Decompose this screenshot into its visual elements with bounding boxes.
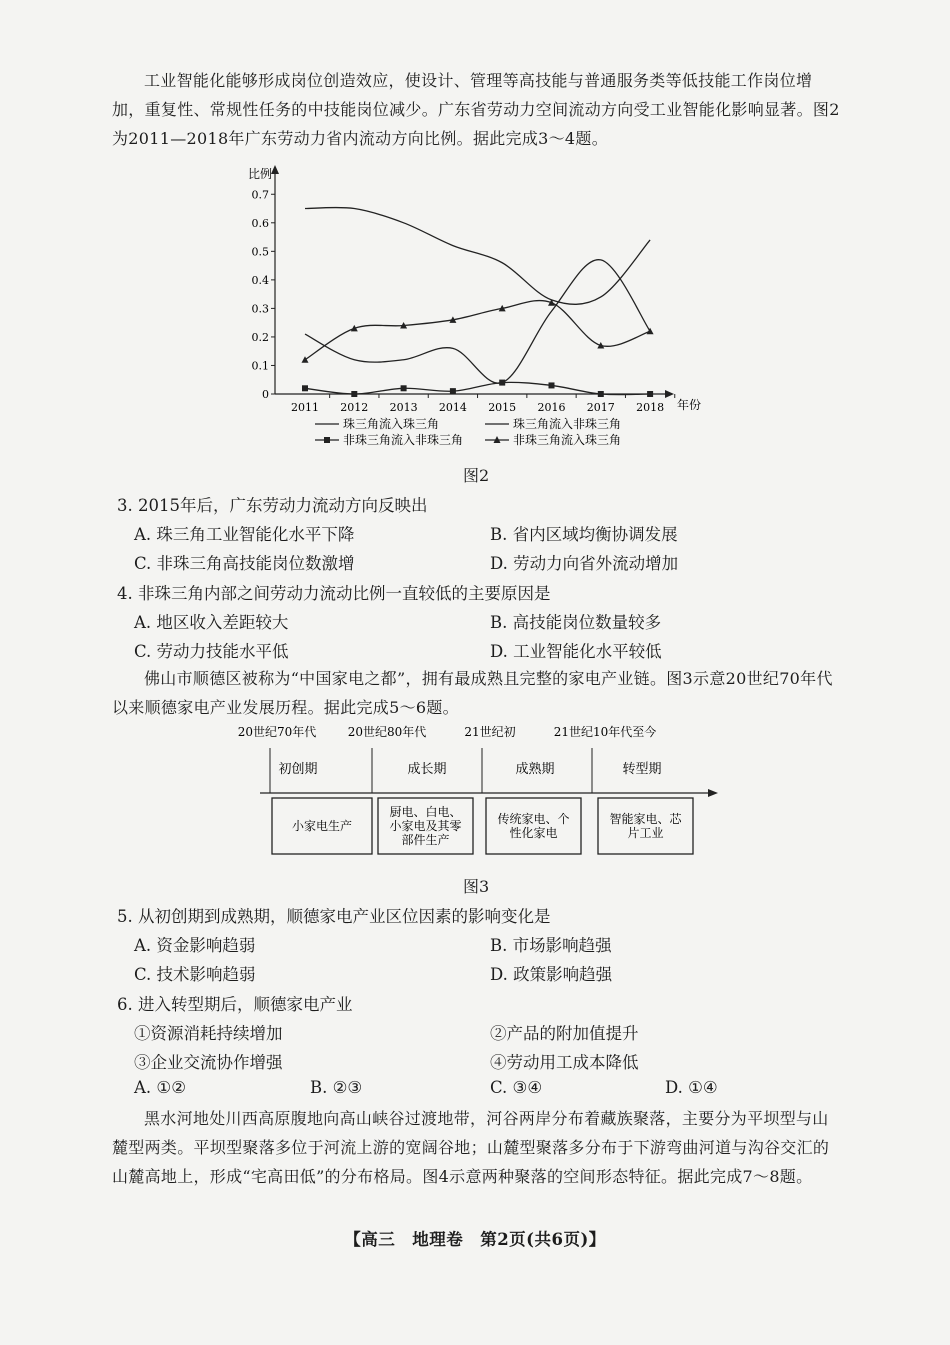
x-tick-label: 2017 xyxy=(586,401,615,414)
x-tick-label: 2014 xyxy=(438,401,467,414)
legend-label-1: 珠三角流入珠三角 xyxy=(343,417,440,431)
timeline-product-text: 传统家电、个 xyxy=(497,812,570,826)
timeline-stage-label: 成熟期 xyxy=(515,762,555,777)
series-point-3 xyxy=(302,385,308,391)
x-tick-label: 2015 xyxy=(488,401,517,414)
labor-flow-line-chart xyxy=(230,160,710,460)
timeline-product-text: 厨电、白电、 xyxy=(389,805,462,819)
x-tick-label: 2016 xyxy=(537,401,566,414)
series-point-3 xyxy=(549,382,555,388)
timeline-product-text: 片工业 xyxy=(627,826,664,840)
question-3-option-a: A. 珠三角工业智能化水平下降 xyxy=(134,525,355,544)
intro-paragraph-q3-4: 工业智能化能够形成岗位创造效应，使设计、管理等高技能与普通服务类等低技能工作岗位增加，重复性、常规性任务的中技能岗位减少。广东省劳动力空间流动方向受工业智能化影响显著。图2为2011—2018年广东劳动力省内流动方向比例。据此完成3～4题。 xyxy=(112,71,840,148)
timeline-arrow xyxy=(708,789,718,797)
y-axis-arrow xyxy=(271,165,279,174)
series-point-3 xyxy=(647,391,653,397)
question-6-option-a: A. ①② xyxy=(134,1078,186,1097)
series-line-1 xyxy=(305,207,650,304)
question-6-stem: 6. 进入转型期后，顺德家电产业 xyxy=(117,995,353,1014)
question-4-option-d: D. 工业智能化水平较低 xyxy=(490,642,662,661)
intro-paragraph-q5-6: 佛山市顺德区被称为“中国家电之都”，拥有最成熟且完整的家电产业链。图3示意20世纪70年代以来顺德家电产业发展历程。据此完成5～6题。 xyxy=(112,669,833,717)
timeline-product-text: 小家电生产 xyxy=(291,819,353,833)
timeline-product-text: 智能家电、芯 xyxy=(609,812,682,826)
question-4-option-b: B. 高技能岗位数量较多 xyxy=(490,613,662,632)
y-tick-label: 0.4 xyxy=(251,273,269,287)
question-5-option-c: C. 技术影响趋弱 xyxy=(134,965,256,984)
legend-label-3: 非珠三角流入非珠三角 xyxy=(343,433,464,447)
x-axis-label: 年份 xyxy=(677,398,702,412)
timeline-stage-label: 初创期 xyxy=(278,762,318,777)
page-footer: 【高三 地理卷 第2页(共6页)】 xyxy=(344,1230,606,1249)
question-4-stem: 4. 非珠三角内部之间劳动力流动比例一直较低的主要原因是 xyxy=(117,584,551,603)
figure-3-caption: 图3 xyxy=(463,877,490,896)
question-4-option-c: C. 劳动力技能水平低 xyxy=(134,642,289,661)
series-point-4 xyxy=(647,328,654,335)
question-5-option-d: D. 政策影响趋强 xyxy=(490,965,613,984)
timeline-era-label: 20世纪70年代 xyxy=(237,725,317,739)
question-6-statement-3: ③企业交流协作增强 xyxy=(134,1053,283,1072)
x-tick-label: 2012 xyxy=(340,401,369,414)
y-tick-label: 0.2 xyxy=(251,330,269,344)
x-axis-arrow xyxy=(665,390,674,398)
timeline-product-text: 部件生产 xyxy=(401,833,450,847)
question-6-option-b: B. ②③ xyxy=(310,1078,363,1097)
timeline-product-text: 小家电及其零 xyxy=(389,819,462,833)
shunde-industry-timeline xyxy=(230,718,730,868)
timeline-stage-label: 转型期 xyxy=(622,762,662,777)
timeline-stage-label: 成长期 xyxy=(407,762,447,777)
series-point-3 xyxy=(598,391,604,397)
question-5-stem: 5. 从初创期到成熟期，顺德家电产业区位因素的影响变化是 xyxy=(117,907,551,926)
question-3-option-d: D. 劳动力向省外流动增加 xyxy=(490,554,679,573)
question-6-option-d: D. ①④ xyxy=(665,1078,718,1097)
question-3-stem: 3. 2015年后，广东劳动力流动方向反映出 xyxy=(117,496,428,515)
question-5-option-b: B. 市场影响趋强 xyxy=(490,936,612,955)
y-tick-label: 0.6 xyxy=(251,216,269,230)
series-point-3 xyxy=(450,388,456,394)
series-line-2 xyxy=(305,260,650,384)
figure-2-caption: 图2 xyxy=(463,466,490,485)
question-6-option-c: C. ③④ xyxy=(490,1078,543,1097)
x-tick-label: 2013 xyxy=(389,401,418,414)
y-tick-label: 0.3 xyxy=(251,302,269,316)
x-tick-label: 2011 xyxy=(291,401,319,414)
timeline-era-label: 21世纪初 xyxy=(464,725,516,739)
y-tick-label: 0 xyxy=(262,388,269,401)
x-tick-label: 2018 xyxy=(636,401,665,414)
question-6-statement-2: ②产品的附加值提升 xyxy=(490,1024,639,1043)
series-point-4 xyxy=(302,356,309,363)
series-point-3 xyxy=(499,380,505,386)
y-axis-label: 比例 xyxy=(248,167,273,181)
legend-label-4: 非珠三角流入珠三角 xyxy=(513,433,622,447)
question-3-option-c: C. 非珠三角高技能岗位数激增 xyxy=(134,554,355,573)
question-3-option-b: B. 省内区域均衡协调发展 xyxy=(490,525,678,544)
question-6-statement-1: ①资源消耗持续增加 xyxy=(134,1024,283,1043)
question-4-option-a: A. 地区收入差距较大 xyxy=(134,613,289,632)
y-tick-label: 0.7 xyxy=(251,188,269,202)
legend-label-2: 珠三角流入非珠三角 xyxy=(513,417,622,431)
intro-paragraph-q7-8: 黑水河地处川西高原腹地向高山峡谷过渡地带，河谷两岸分布着藏族聚落，主要分为平坝型与山麓型两类。平坝型聚落多位于河流上游的宽阔谷地；山麓型聚落多分布于下游弯曲河道与沟谷交汇的山麓高地上，形成“宅高田低”的分布格局。图4示意两种聚落的空间形态特征。据此完成7～8题。 xyxy=(112,1109,830,1186)
legend-marker-3 xyxy=(324,437,330,443)
question-6-statement-4: ④劳动用工成本降低 xyxy=(490,1053,639,1072)
question-5-option-a: A. 资金影响趋弱 xyxy=(134,936,256,955)
series-point-3 xyxy=(401,385,407,391)
timeline-era-label: 21世纪10年代至今 xyxy=(553,725,657,739)
series-point-3 xyxy=(351,391,357,397)
y-tick-label: 0.1 xyxy=(251,359,269,373)
timeline-product-text: 性化家电 xyxy=(509,826,558,840)
timeline-era-label: 20世纪80年代 xyxy=(347,725,427,739)
y-tick-label: 0.5 xyxy=(251,245,269,259)
